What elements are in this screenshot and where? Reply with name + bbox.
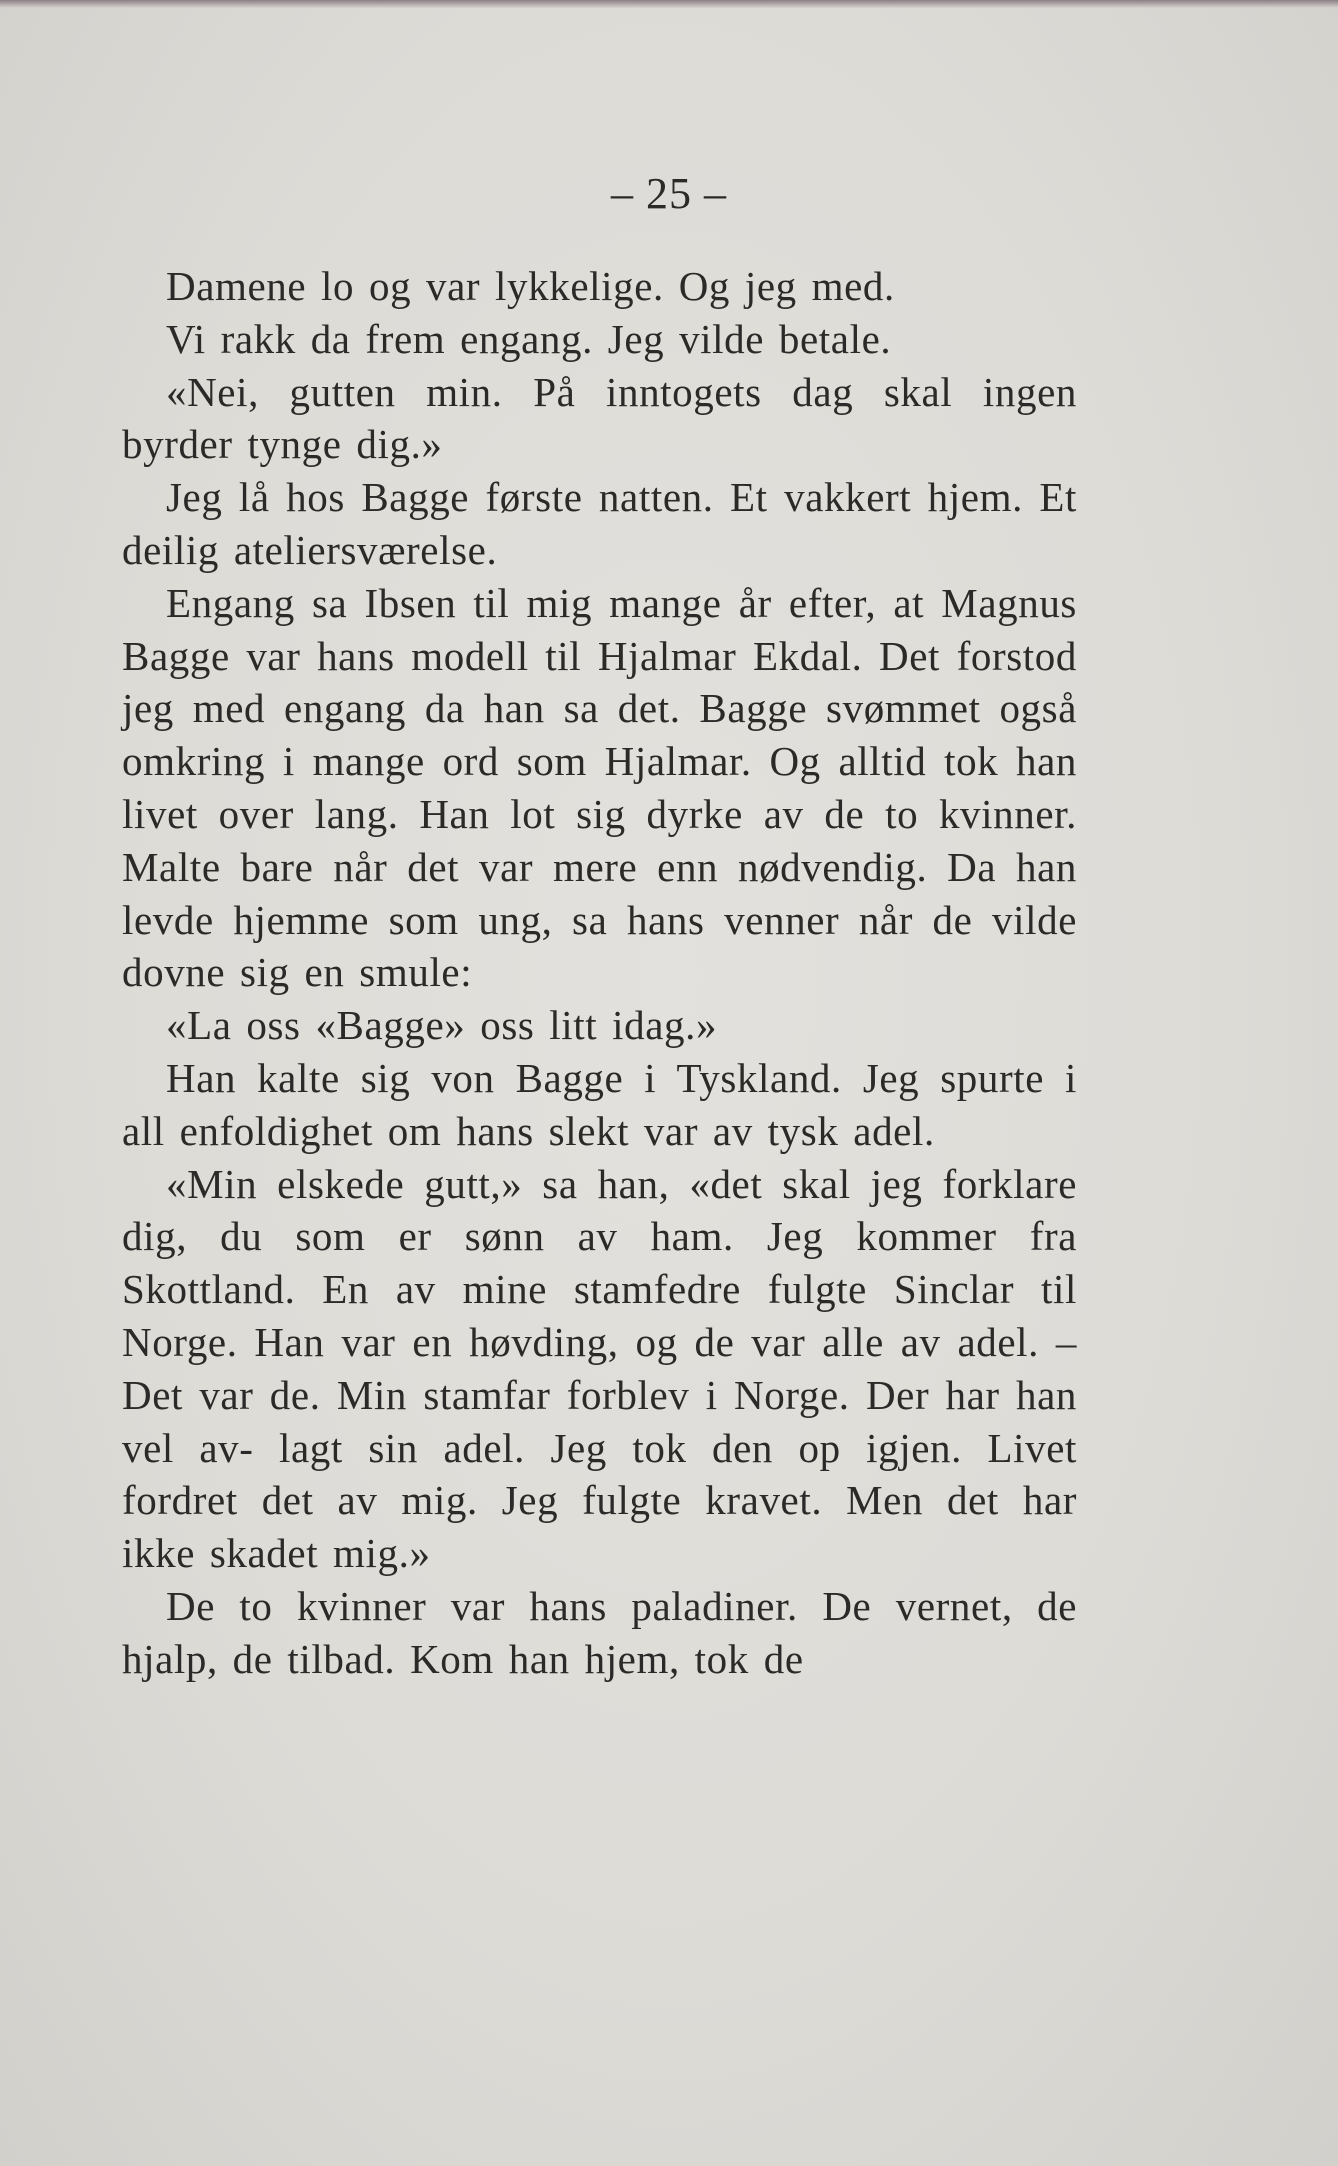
- page-top-edge: [0, 0, 1338, 8]
- paragraph-7: Han kalte sig von Bagge i Tyskland. Jeg spurte i all enfoldighet om hans slekt var av tysk adel.: [122, 1054, 1077, 1154]
- paragraph-1: Damene lo og var lykkelige. Og jeg med.: [166, 263, 895, 309]
- paragraph-5: Engang sa Ibsen til mig mange år efter, at Magnus Bagge var hans modell til Hjalmar Ekdal. Det forstod jeg med engang da han sa det. Bagge svømmet også omkring i mange ord som Hjalmar. Og alltid tok han livet over lang. Han lot sig dyrke av de to kvinner. Malte bare når det var mere enn nødvendig. Da han levde hjemme som ung, sa hans venner når de vilde dovne sig en smule:: [122, 579, 1077, 996]
- paragraph-9: De to kvinner var hans paladiner. De vernet, de hjalp, de tilbad. Kom han hjem, tok de: [122, 1582, 1077, 1682]
- paragraph-2: Vi rakk da frem engang. Jeg vilde betale.: [166, 315, 892, 362]
- paragraph-3: «Nei, gutten min. På inntogets dag skal ingen byrder tynge dig.»: [122, 368, 1077, 468]
- body-text: [122, 260, 1077, 1686]
- paragraph-6: «La oss «Bagge» oss litt idag.»: [166, 1002, 718, 1049]
- paragraph-4: Jeg lå hos Bagge første natten. Et vakkert hjem. Et deilig ateliersværelse.: [122, 474, 1077, 573]
- page-number: – 25 –: [611, 169, 727, 218]
- paragraph-8: «Min elskede gutt,» sa han, «det skal jeg forklare dig, du som er sønn av ham. Jeg kommer fra Skottland. En av mine stamfedre fulgte Sinclar til Norge. Han var en høvding, og de var alle av adel. – Det var de. Min stamfar forblev i Norge. Der har han vel av- lagt sin adel. Jeg tok den op igjen. Livet fordret det av mig. Jeg fulgte kravet. Men det har ikke skadet mig.»: [122, 1160, 1077, 1577]
